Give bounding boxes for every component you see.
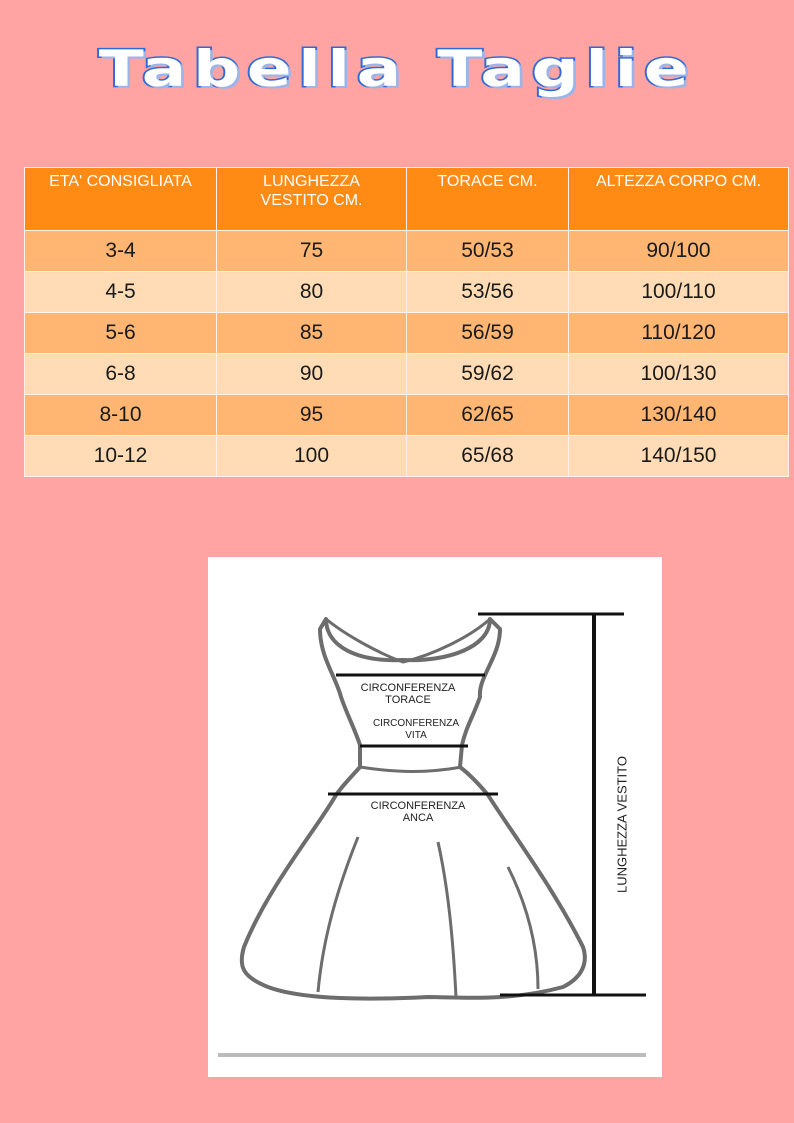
chest-label-line-2: TORACE xyxy=(385,694,431,706)
hip-label-line-1: CIRCONFERENZA xyxy=(370,800,466,812)
page-title: Tabella Taglie xyxy=(98,40,696,98)
column-header-dress-length: LUNGHEZZA VESTITO CM. xyxy=(217,168,407,231)
cell-chest: 62/65 xyxy=(407,395,569,436)
cell-dress-length: 80 xyxy=(217,272,407,313)
cell-body-height: 100/110 xyxy=(569,272,789,313)
cell-dress-length: 75 xyxy=(217,231,407,272)
cell-age: 10-12 xyxy=(25,436,217,477)
cell-dress-length: 100 xyxy=(217,436,407,477)
cell-body-height: 130/140 xyxy=(569,395,789,436)
cell-age: 3-4 xyxy=(25,231,217,272)
hip-label xyxy=(348,800,488,824)
cell-body-height: 100/130 xyxy=(569,354,789,395)
cell-body-height: 140/150 xyxy=(569,436,789,477)
column-header-chest: TORACE CM. xyxy=(407,168,569,231)
length-label: LUNGHEZZA VESTITO xyxy=(614,756,630,894)
table-header-row xyxy=(25,168,789,231)
cell-chest: 50/53 xyxy=(407,231,569,272)
cell-body-height: 90/100 xyxy=(569,231,789,272)
cell-age: 8-10 xyxy=(25,395,217,436)
cell-dress-length: 95 xyxy=(217,395,407,436)
chest-label-line-1: CIRCONFERENZA xyxy=(360,682,456,694)
table-row xyxy=(25,395,789,436)
table-row xyxy=(25,272,789,313)
waist-label-line-1: CIRCONFERENZA xyxy=(372,718,460,729)
cell-dress-length: 85 xyxy=(217,313,407,354)
waist-label xyxy=(356,718,476,742)
cell-age: 6-8 xyxy=(25,354,217,395)
cell-chest: 53/56 xyxy=(407,272,569,313)
table-row xyxy=(25,354,789,395)
size-table xyxy=(24,167,789,477)
hip-label-line-2: ANCA xyxy=(402,812,434,824)
waist-label-line-2: VITA xyxy=(405,730,427,741)
dress-measurement-diagram xyxy=(208,557,662,1077)
cell-chest: 59/62 xyxy=(407,354,569,395)
cell-age: 5-6 xyxy=(25,313,217,354)
cell-body-height: 110/120 xyxy=(569,313,789,354)
column-header-body-height: ALTEZZA CORPO CM. xyxy=(569,168,789,231)
table-row xyxy=(25,231,789,272)
column-header-age: ETA' CONSIGLIATA xyxy=(25,168,217,231)
cell-chest: 65/68 xyxy=(407,436,569,477)
cell-chest: 56/59 xyxy=(407,313,569,354)
title-container xyxy=(0,40,794,98)
table-row xyxy=(25,436,789,477)
cell-age: 4-5 xyxy=(25,272,217,313)
table-row xyxy=(25,313,789,354)
cell-dress-length: 90 xyxy=(217,354,407,395)
chest-label xyxy=(348,682,468,706)
